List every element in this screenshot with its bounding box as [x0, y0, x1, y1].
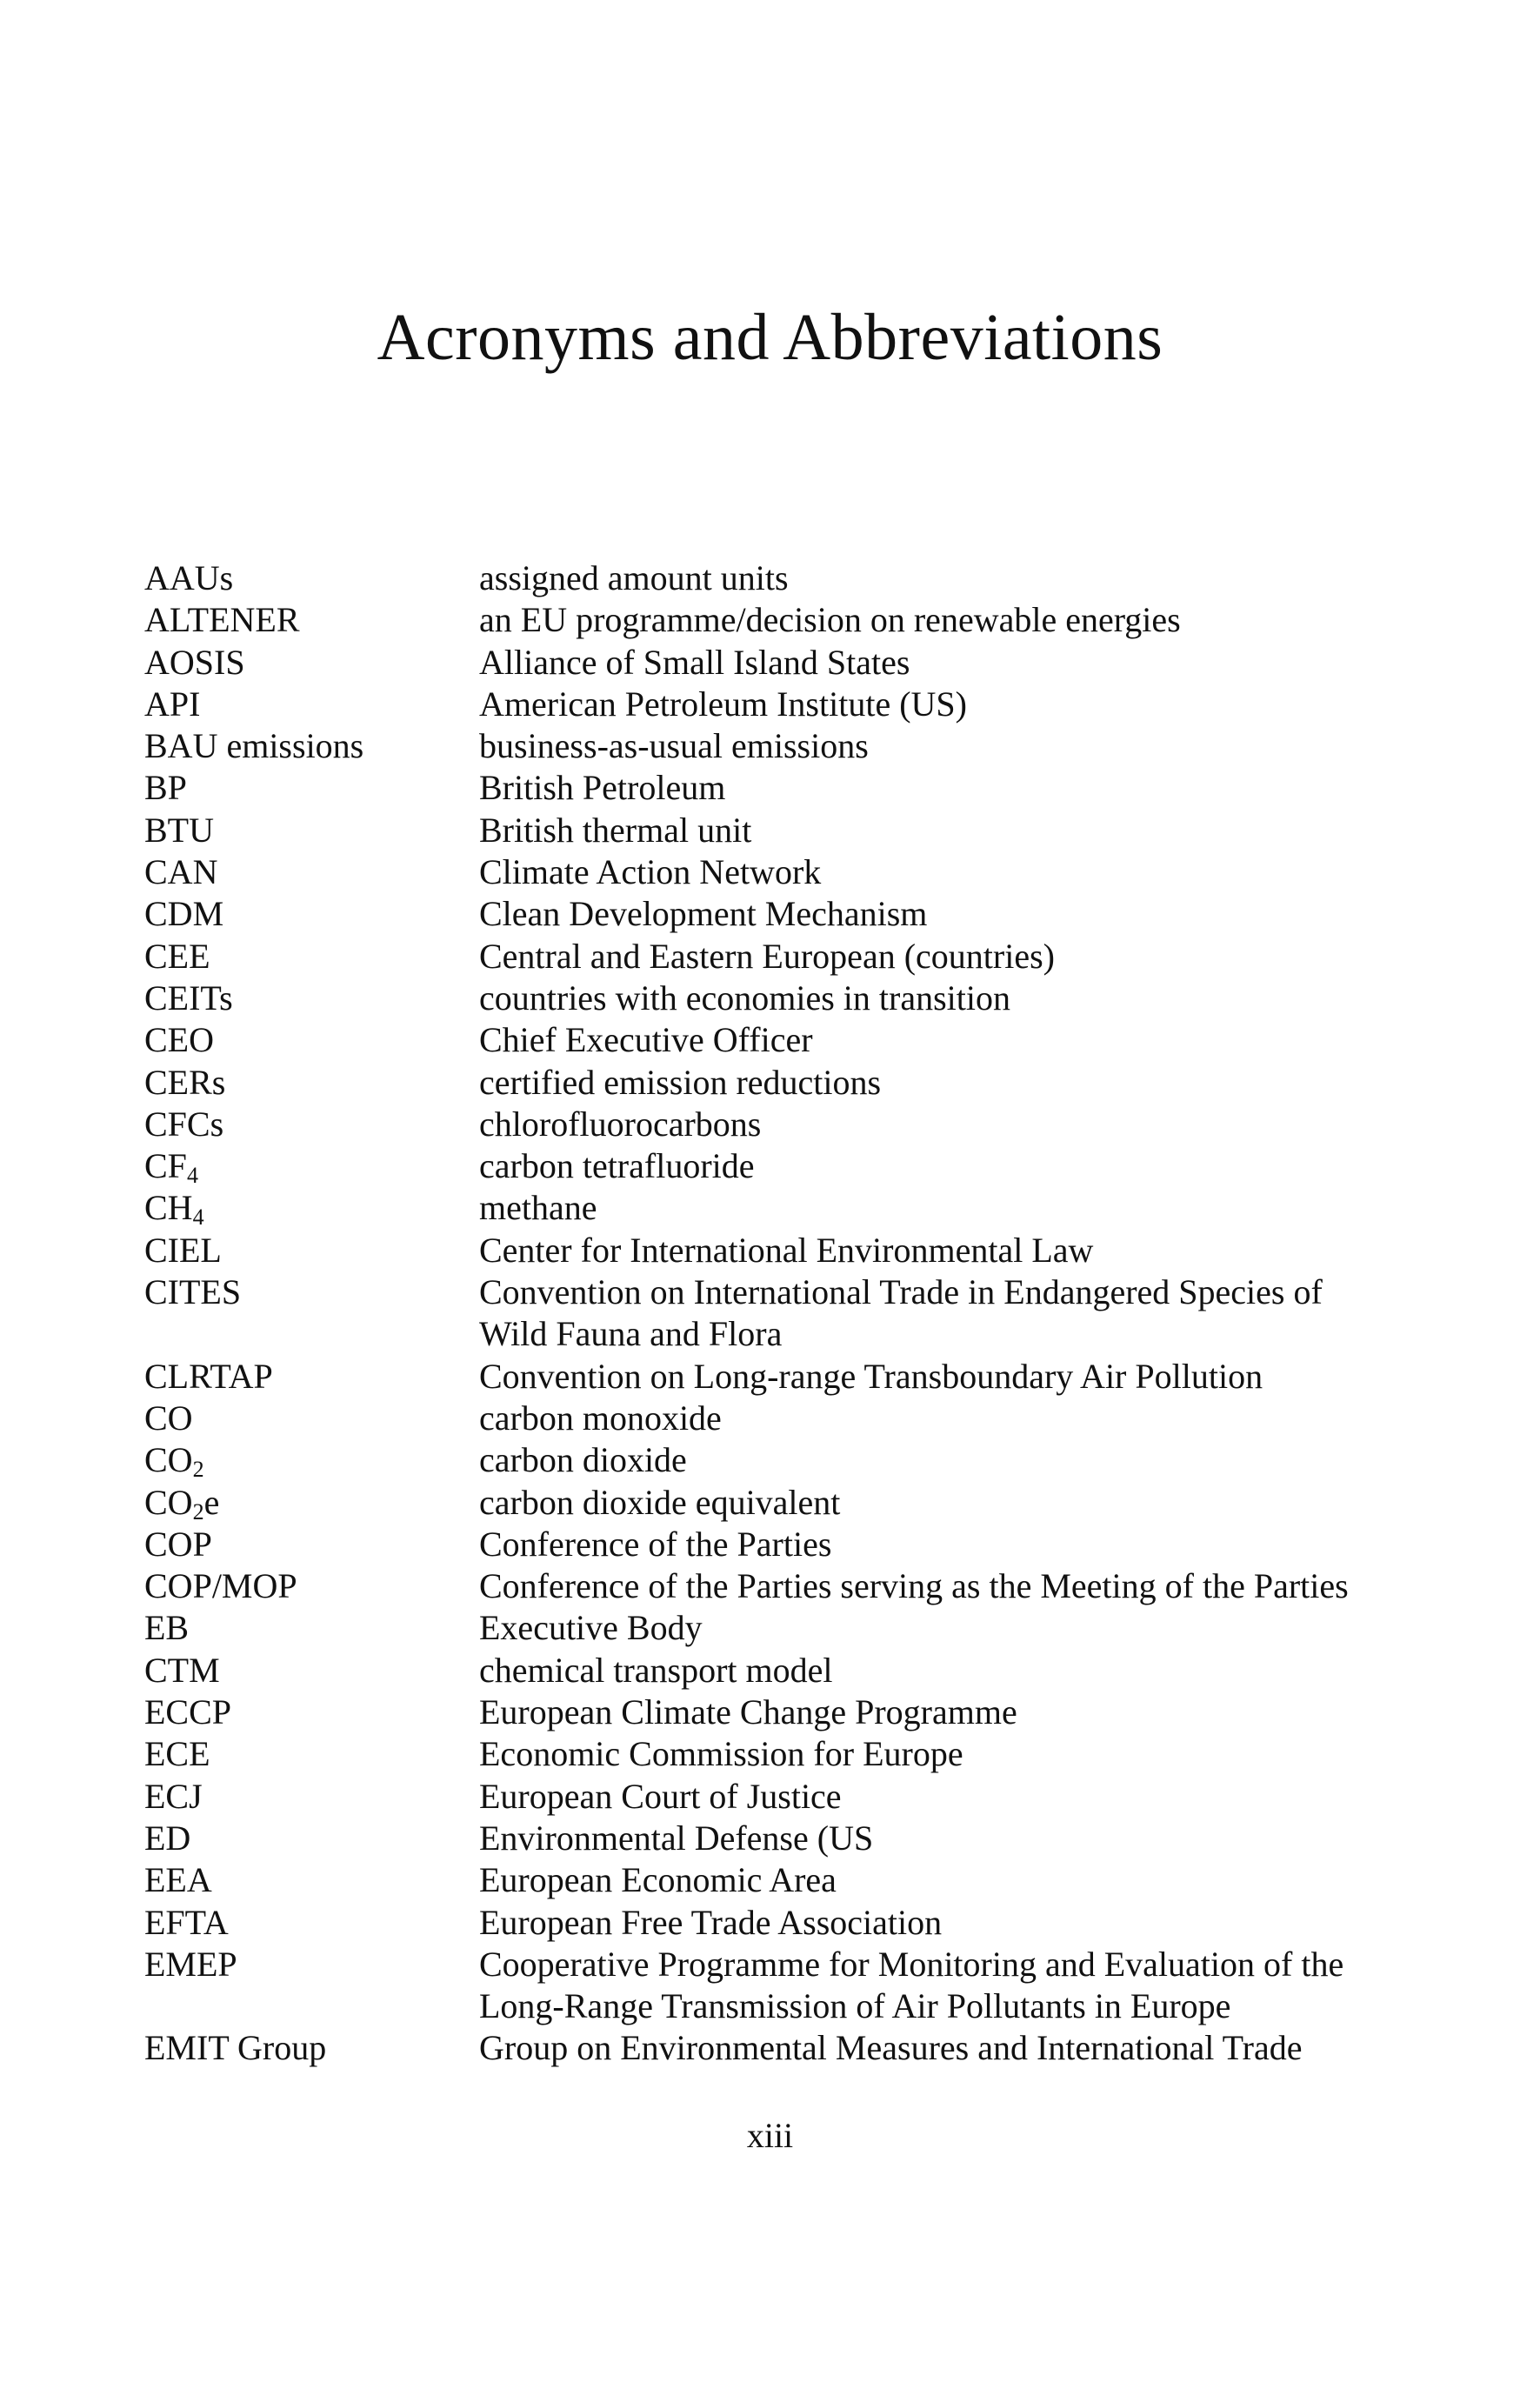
acronym-definition: Chief Executive Officer — [479, 1020, 813, 1060]
acronym-term: ECCP — [144, 1692, 232, 1732]
acronym-term: CAN — [144, 852, 218, 892]
acronym-entry — [144, 1944, 1414, 2028]
acronym-term: CIEL — [144, 1230, 222, 1270]
acronym-entry — [144, 851, 1414, 893]
acronym-entry — [144, 936, 1414, 977]
acronym-term: CLRTAP — [144, 1356, 273, 1396]
acronym-term: CO — [144, 1398, 193, 1438]
acronym-definition: carbon tetrafluoride — [479, 1146, 755, 1186]
acronym-definition: assigned amount units — [479, 558, 789, 597]
acronym-entry — [144, 977, 1414, 1019]
acronym-definition: an EU programme/decision on renewable energies — [479, 600, 1181, 640]
acronym-entry — [144, 767, 1414, 809]
acronym-definition: European Climate Change Programme — [479, 1692, 1017, 1732]
acronym-term: BP — [144, 768, 187, 808]
acronym-term: EEA — [144, 1860, 212, 1900]
acronym-term: EMIT Group — [144, 2028, 327, 2068]
acronym-term: ED — [144, 1818, 191, 1858]
acronym-term: CFCs — [144, 1104, 224, 1144]
acronym-entry — [144, 1482, 1414, 1524]
acronym-term: CITES — [144, 1272, 242, 1312]
acronym-entry — [144, 893, 1414, 935]
acronym-entry — [144, 1104, 1414, 1145]
acronym-entry — [144, 1902, 1414, 1944]
page-title: Acronyms and Abbreviations — [377, 301, 1163, 374]
acronym-entry — [144, 1271, 1414, 1356]
acronym-term: AOSIS — [144, 642, 245, 682]
acronym-term: $CO_2e$ — [144, 1482, 220, 1525]
acronym-entry — [144, 2027, 1414, 2069]
acronym-term: EFTA — [144, 1902, 229, 1942]
acronym-entry — [144, 1439, 1414, 1481]
acronym-term: $CO_2$ — [144, 1440, 204, 1483]
acronym-entry — [144, 810, 1414, 851]
acronym-term: BTU — [144, 810, 214, 850]
acronym-definition: chlorofluorocarbons — [479, 1104, 762, 1144]
acronym-list — [144, 557, 1414, 2070]
acronym-definition: Conference of the Parties — [479, 1524, 832, 1564]
acronym-term: ECE — [144, 1734, 210, 1774]
acronym-entry — [144, 599, 1414, 641]
acronym-definition: carbon dioxide — [479, 1440, 687, 1480]
acronym-term: CDM — [144, 894, 224, 934]
acronym-definition: Cooperative Programme for Monitoring and Evaluation of the Long-Range Transmission of Air Pollutants in Europe — [479, 1944, 1344, 2026]
acronym-entry — [144, 1187, 1414, 1229]
acronym-definition: methane — [479, 1188, 597, 1228]
acronym-term: COP — [144, 1524, 212, 1564]
acronym-term: EMEP — [144, 1944, 237, 1984]
acronym-term: AAUs — [144, 558, 234, 597]
acronym-entry — [144, 1230, 1414, 1271]
acronym-term: API — [144, 684, 201, 724]
acronym-term: CEO — [144, 1020, 214, 1060]
acronym-entry — [144, 1818, 1414, 1859]
acronym-term: EB — [144, 1608, 190, 1648]
acronym-term: ALTENER — [144, 600, 300, 640]
acronym-definition: Convention on Long-range Transboundary Air Pollution — [479, 1356, 1263, 1396]
acronym-entry — [144, 642, 1414, 684]
acronym-entry — [144, 1145, 1414, 1187]
acronym-definition: Clean Development Mechanism — [479, 894, 928, 934]
acronym-definition: American Petroleum Institute (US) — [479, 684, 967, 724]
acronym-definition: Group on Environmental Measures and International Trade — [479, 2028, 1303, 2068]
acronym-definition: Climate Action Network — [479, 852, 822, 892]
acronym-definition: Alliance of Small Island States — [479, 642, 910, 682]
acronym-definition: British Petroleum — [479, 768, 726, 808]
acronym-term: COP/MOP — [144, 1566, 297, 1606]
acronym-term: CEITs — [144, 977, 233, 1018]
acronym-definition: carbon dioxide equivalent — [479, 1482, 841, 1522]
acronym-entry — [144, 1356, 1414, 1398]
acronym-entry — [144, 1062, 1414, 1104]
acronym-term: CERs — [144, 1062, 226, 1102]
acronym-term: $CH_4$ — [144, 1188, 204, 1231]
acronym-definition: Convention on International Trade in Endangered Species of Wild Fauna and Flora — [479, 1272, 1323, 1354]
acronym-definition: chemical transport model — [479, 1650, 833, 1690]
page-number: xiii — [746, 2116, 794, 2155]
acronym-entry — [144, 1524, 1414, 1565]
acronym-definition: Conference of the Parties serving as the Meeting of the Parties — [479, 1566, 1349, 1606]
acronym-definition: Economic Commission for Europe — [479, 1734, 963, 1774]
acronym-definition: carbon monoxide — [479, 1398, 722, 1438]
acronym-entry — [144, 1859, 1414, 1901]
acronym-term: CEE — [144, 936, 210, 976]
acronym-definition: countries with economies in transition — [479, 977, 1010, 1018]
acronym-entry — [144, 1565, 1414, 1607]
acronym-definition: Executive Body — [479, 1608, 703, 1648]
acronym-definition: British thermal unit — [479, 810, 752, 850]
acronym-entry — [144, 1650, 1414, 1691]
acronym-term: ECJ — [144, 1776, 203, 1816]
acronym-definition: certified emission reductions — [479, 1062, 882, 1102]
acronym-definition: Center for International Environmental Law — [479, 1230, 1094, 1270]
acronym-definition: Central and Eastern European (countries) — [479, 936, 1055, 976]
acronym-entry — [144, 557, 1414, 599]
acronym-entry — [144, 1733, 1414, 1775]
acronym-term: BAU emissions — [144, 726, 364, 766]
acronym-definition: European Economic Area — [479, 1860, 837, 1900]
acronym-definition: European Court of Justice — [479, 1776, 842, 1816]
acronym-entry — [144, 1776, 1414, 1818]
acronym-definition: business-as-usual emissions — [479, 726, 869, 766]
acronym-entry — [144, 684, 1414, 725]
acronym-definition: European Free Trade Association — [479, 1902, 943, 1942]
acronym-entry — [144, 725, 1414, 767]
acronym-term: CTM — [144, 1650, 220, 1690]
acronym-entry — [144, 1398, 1414, 1439]
acronym-definition: Environmental Defense (US — [479, 1818, 874, 1858]
acronym-term: $CF_4$ — [144, 1146, 198, 1189]
acronym-entry — [144, 1019, 1414, 1061]
acronym-entry — [144, 1691, 1414, 1733]
acronym-entry — [144, 1607, 1414, 1649]
